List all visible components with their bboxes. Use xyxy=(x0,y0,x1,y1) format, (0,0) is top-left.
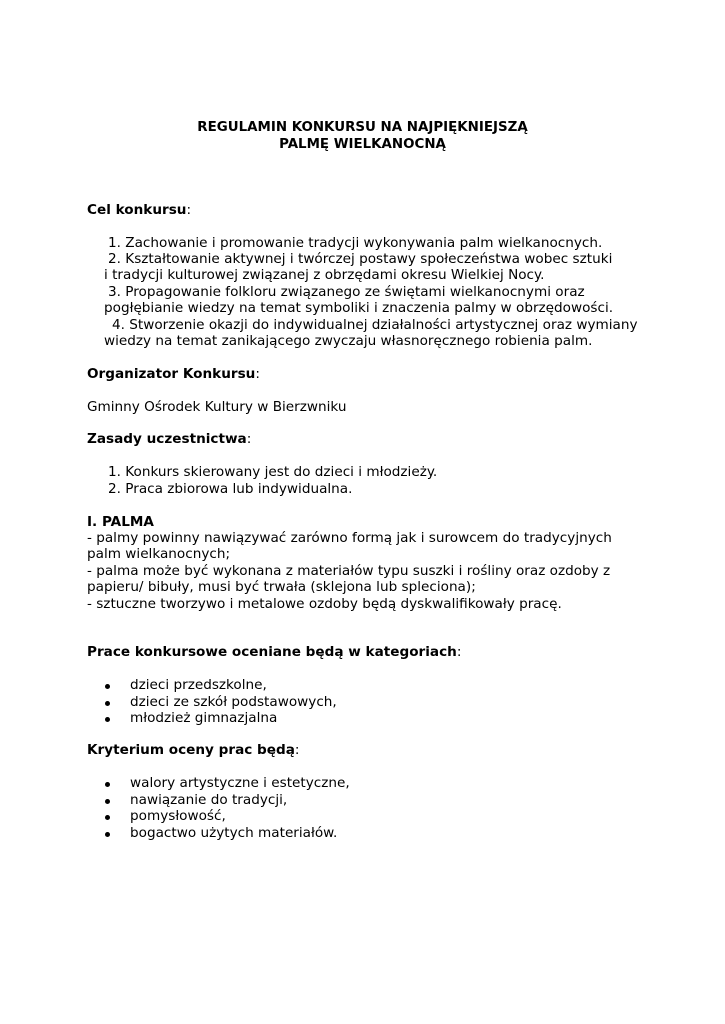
organizator-heading-colon: : xyxy=(255,366,260,382)
organizator-heading xyxy=(87,366,260,382)
palma-line: - palma może być wykonana z materiałów typu suszki i rośliny oraz ozdoby z xyxy=(87,563,611,579)
cel-line: 2. Kształtowanie aktywnej i twórczej postawy społeczeństwa wobec sztuki xyxy=(108,251,613,267)
palma-line: palm wielkanocnych; xyxy=(87,546,231,562)
kategorie-item: dzieci ze szkół podstawowych, xyxy=(130,694,337,710)
kategorie-item: młodzież gimnazjalna xyxy=(130,710,278,726)
bullet-icon xyxy=(105,832,110,837)
document-title-line-2: PALMĘ WIELKANOCNĄ xyxy=(279,137,446,152)
bullet-icon xyxy=(105,782,110,787)
cel-line: 4. Stworzenie okazji do indywidualnej działalności artystycznej oraz wymiany xyxy=(112,317,638,333)
bullet-icon xyxy=(105,701,110,706)
bullet-icon xyxy=(105,717,110,722)
kategorie-heading-colon: : xyxy=(456,644,462,660)
cel-line: 1. Zachowanie i promowanie tradycji wykonywania palm wielkanocnych. xyxy=(108,235,603,251)
kryterium-heading-text: Kryterium oceny prac będą xyxy=(87,742,295,758)
organizator-text: Gminny Ośrodek Kultury w Bierzwniku xyxy=(87,399,347,415)
cel-line: wiedzy na temat zanikającego zwyczaju własnoręcznego robienia palm. xyxy=(104,333,593,349)
kryterium-item: bogactwo użytych materiałów. xyxy=(130,825,338,841)
bullet-icon xyxy=(105,684,110,689)
organizator-heading-text: Organizator Konkursu xyxy=(87,366,256,382)
cel-heading xyxy=(87,202,191,218)
kryterium-item: nawiązanie do tradycji, xyxy=(130,792,288,808)
kategorie-item: dzieci przedszkolne, xyxy=(130,677,267,693)
kategorie-heading-text: Prace konkursowe oceniane będą w kategoriach xyxy=(87,644,457,660)
kryterium-heading xyxy=(87,742,300,758)
zasady-heading xyxy=(87,431,251,447)
zasady-item: 2. Praca zbiorowa lub indywidualna. xyxy=(108,481,353,497)
cel-line: pogłębianie wiedzy na temat symboliki i znaczenia palmy w obrzędowości. xyxy=(104,300,614,316)
cel-line: i tradycji kulturowej związanej z obrzędami okresu Wielkiej Nocy. xyxy=(104,267,545,283)
palma-line: - palmy powinny nawiązywać zarówno formą jak i surowcem do tradycyjnych xyxy=(87,530,612,546)
document-title-line-1: REGULAMIN KONKURSU NA NAJPIĘKNIEJSZĄ xyxy=(197,120,528,135)
zasady-heading-colon: : xyxy=(246,431,252,447)
cel-heading-colon: : xyxy=(186,202,192,218)
palma-line: - sztuczne tworzywo i metalowe ozdoby będą dyskwalifikowały pracę. xyxy=(87,596,562,612)
zasady-item: 1. Konkurs skierowany jest do dzieci i młodzieży. xyxy=(108,464,438,480)
kryterium-heading-colon: : xyxy=(294,742,300,758)
zasady-heading-text: Zasady uczestnictwa xyxy=(87,431,247,447)
palma-line: papieru/ bibuły, musi być trwała (sklejona lub spleciona); xyxy=(87,579,476,595)
cel-heading-text: Cel konkursu xyxy=(87,202,187,218)
bullet-icon xyxy=(105,799,110,804)
bullet-icon xyxy=(105,815,110,820)
kategorie-heading xyxy=(87,644,461,660)
cel-line: 3. Propagowanie folkloru związanego ze świętami wielkanocnymi oraz xyxy=(108,284,585,300)
kryterium-item: walory artystyczne i estetyczne, xyxy=(130,775,350,791)
kryterium-item: pomysłowość, xyxy=(130,808,226,824)
palma-heading: I. PALMA xyxy=(87,514,154,530)
